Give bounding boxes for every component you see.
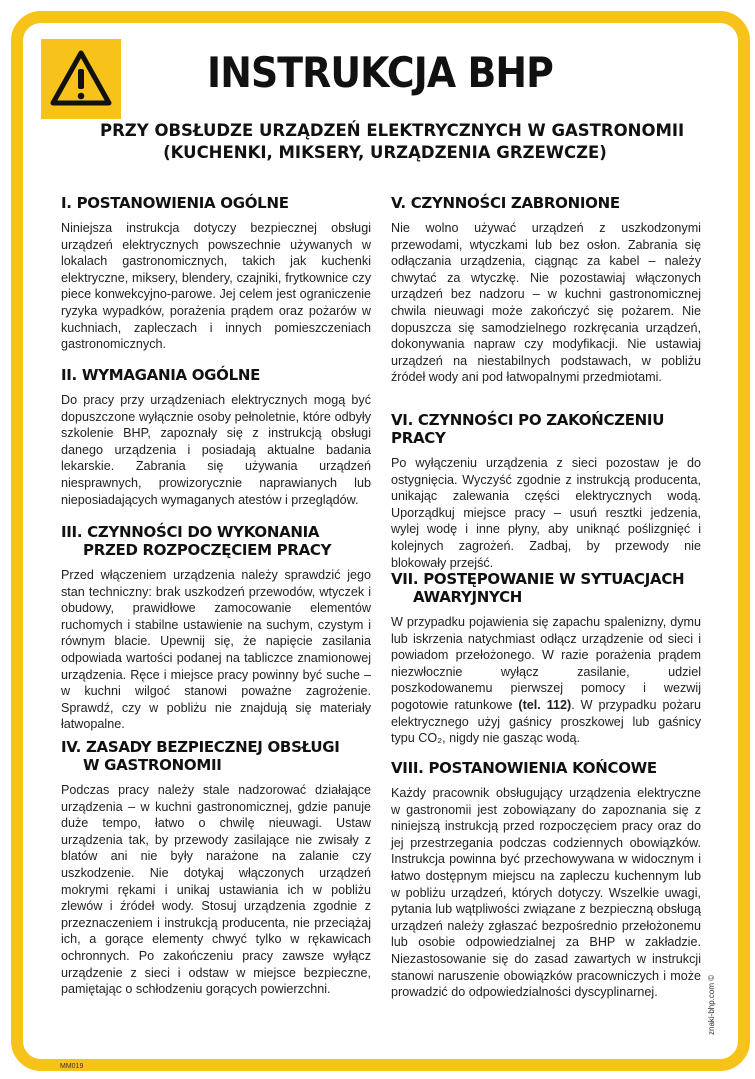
emergency-phone: (tel. 112) <box>518 697 572 712</box>
heading-line-2: W GASTRONOMII <box>83 756 222 774</box>
section-text <box>391 614 701 747</box>
section-heading <box>391 570 701 606</box>
heading-line-1: VII. POSTĘPOWANIE W SYTUACJACH <box>391 570 685 588</box>
product-code: MM019 <box>60 1063 84 1070</box>
page-subtitle <box>100 120 685 164</box>
section-wymagania-ogolne <box>61 366 371 508</box>
heading-line-1: III. CZYNNOŚCI DO WYKONANIA <box>61 523 320 541</box>
warning-triangle-icon <box>41 39 121 119</box>
section-text: Podczas pracy należy stale nadzorować działające urządzenia – w kuchni gastronomicznej, gdzie panuje duże tempo, łatwo o chwilę nieuwagi. Ustaw urządzenia tak, by przewody zasilające nie zwisały z blatów ani nie były narażone na zalanie czy uszkodzenie. Nie dotykaj włączonych urządzeń mokrymi rękami i unikaj ustawiania ich w pobliżu zlewów i źródeł wody. Stosuj urządzenia zgodnie z przeznaczeniem i instrukcją producenta, nie przeciążaj ich, a gorące elementy chwyć tylko w rękawicach ochronnych. Po zakończeniu pracy zawsze wyłącz urządzenie z sieci i odstaw w miejsce bezpieczne, pamiętając o schłodzeniu gorących powierzchni. <box>61 783 371 997</box>
section-zasady-obslugi <box>61 738 371 998</box>
section-text: Nie wolno używać urządzeń z uszkodzonymi przewodami, wtyczkami lub bez osłon. Zabrania się odłączania urządzenia, ciągnąc za kabel – należy chwytać za wtyczkę. Nie pozostawiaj włączonych urządzeń bez nadzoru – w kuchni gastronomicznej chwila nieuwagi może zakończyć się pożarem. Nie dopuszcza się samodzielnego rozkręcania urządzeń, dokonywania napraw czy modyfikacji. Nie ustawiaj urządzeń na niestabilnych podstawach, w pobliżu źródeł wody ani pod łatwopalnymi przedmiotami. <box>391 221 701 385</box>
page-title: INSTRUKCJA BHP <box>207 48 553 97</box>
copyright-note: znaki-bhp.com © <box>707 974 716 1035</box>
section-sytuacje-awaryjne <box>391 570 701 747</box>
heading-line-1: IV. ZASADY BEZPIECZNEJ OBSŁUGI <box>61 738 340 756</box>
section-heading <box>61 738 371 774</box>
section-text: Do pracy przy urządzeniach elektrycznych mogą być dopuszczone wyłącznie osoby pełnoletnie, które odbyły szkolenie BHP, zapoznały się z instrukcją obsługi danego urządzenia i posiadają aktualne badania lekarskie. Zabrania się używania urządzeń niesprawnych, prowizorycznie naprawianych lub nieposiadających wymaganych atestów i przeglądów. <box>61 393 371 507</box>
section-heading <box>61 523 371 559</box>
section-text: Przed włączeniem urządzenia należy sprawdzić jego stan techniczny: brak uszkodzeń przewodów, wtyczek i obudowy, prawidłowe zamocowanie elementów ruchomych i stabilne ustawienie na suchym, czystym i równym blacie. Upewnij się, że napięcie zasilania odpowiada wartości podanej na tabliczce znamionowej urządzenia. Ręce i miejsce pracy powinny być suche – w kuchni wilgoć stanowi poważne zagrożenie. Sprawdź, czy w pobliżu nie znajdują się materiały łatwopalne. <box>61 568 371 732</box>
section-postanowienia-koncowe <box>391 759 701 1001</box>
section-czynnosci-zabronione <box>391 194 701 386</box>
heading-line-2: AWARYJNYCH <box>413 588 523 606</box>
section-heading: VIII. POSTANOWIENIA KOŃCOWE <box>391 759 657 777</box>
subtitle-line-1: PRZY OBSŁUDZE URZĄDZEŃ ELEKTRYCZNYCH W GASTRONOMII <box>100 121 685 140</box>
heading-line-2: PRZED ROZPOCZĘCIEM PRACY <box>83 541 332 559</box>
text-part-2: . W przypadku pożaru elektrycznego użyj gaśnicy proszkowej lub gaśnicy typu CO₂, nigdy nie gasząc wodą. <box>391 697 701 746</box>
warning-sign <box>41 39 121 119</box>
section-text: Po wyłączeniu urządzenia z sieci pozostaw je do ostygnięcia. Wyczyść zgodnie z instrukcją producenta, unikając zalewania części elektrycznych wodą. Uporządkuj miejsce pracy – usuń resztki jedzenia, wylej wodę i inne płyny, aby uniknąć poślizgnięć i kolejnych zagrożeń. Zadbaj, by przewody nie blokowały przejść. <box>391 456 701 570</box>
section-text: Każdy pracownik obsługujący urządzenia elektryczne w gastronomii jest zobowiązany do zapoznania się z niniejszą instrukcją przed rozpoczęciem pracy oraz do jej przestrzegania podczas codziennych obowiązków. Instrukcja powinna być przechowywana w widocznym i łatwo dostępnym miejscu na zapleczu kuchennym lub w pobliżu urządzeń, których dotyczy. Wszelkie uwagi, pytania lub wątpliwości związane z bezpieczną obsługą urządzeń należy zgłaszać bezpośrednio przełożonemu lub osobie odpowiedzialnej za BHP w zakładzie. Niezastosowanie się do zasad zawartych w instrukcji stanowi naruszenie obowiązków pracowniczych i może prowadzić do odpowiedzialności dyscyplinarnej. <box>391 786 701 1000</box>
section-postanowienia-ogolne <box>61 194 371 353</box>
section-po-zakonczeniu <box>391 411 701 571</box>
text-part-1: W przypadku pojawienia się zapachu spalenizny, dymu lub iskrzenia natychmiast odłącz urządzenie od sieci i powiadom przełożonego. W razie porażenia prądem niezwłocznie wyłącz zasilanie, udziel poszkodowanemu pierwszej pomocy i wezwij pogotowie ratunkowe <box>391 615 701 712</box>
subtitle-line-2: (KUCHENKI, MIKSERY, URZĄDZENIA GRZEWCZE) <box>163 143 607 162</box>
section-text: Niniejsza instrukcja dotyczy bezpiecznej obsługi urządzeń elektrycznych powszechnie używanych w lokalach gastronomicznych, takich jak kuchenki elektryczne, miksery, blendery, czajniki, frytkownice czy piece konwekcyjno-parowe. Jej celem jest ograniczenie ryzyka wypadków, porażenia prądem oraz pożarów w kuchniach, zapleczach i innych pomieszczeniach gastronomicznych. <box>61 221 371 352</box>
section-heading: VI. CZYNNOŚCI PO ZAKOŃCZENIU PRACY <box>391 411 665 447</box>
section-heading: I. POSTANOWIENIA OGÓLNE <box>61 194 289 212</box>
section-heading: II. WYMAGANIA OGÓLNE <box>61 366 261 384</box>
section-heading: V. CZYNNOŚCI ZABRONIONE <box>391 194 620 212</box>
section-przed-rozpoczeciem <box>61 523 371 733</box>
